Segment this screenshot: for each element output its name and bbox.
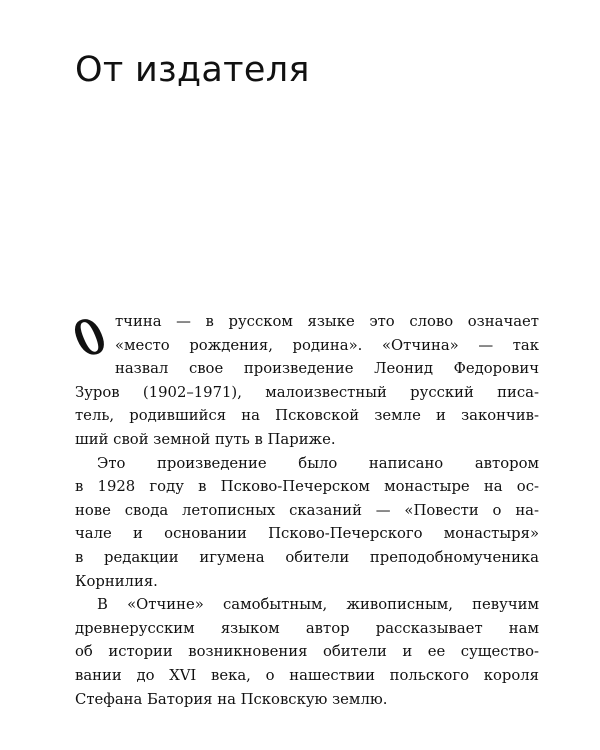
text-line: Корнилия.	[75, 572, 158, 590]
text-line: об истории возникновения обители и ее существо-	[75, 643, 539, 661]
text-line: «место рождения, родина». «Отчина» — так	[115, 336, 539, 354]
paragraph-2	[75, 452, 539, 594]
text-line: древнерусским языком автор рассказывает нам	[75, 619, 539, 637]
page-title: От издателя	[75, 50, 310, 90]
text-line: в редакции игумена обители преподобномученика	[75, 548, 539, 566]
paragraph-3	[75, 593, 539, 711]
text-line: вании до XVI века, о нашествии польского короля	[75, 666, 539, 684]
text-line: нове свода летописных сказаний — «Повести о на-	[75, 501, 539, 519]
text-line: Зуров (1902–1971), малоизвестный русский писа-	[75, 383, 539, 401]
paragraph-1	[65, 301, 539, 452]
dropcap	[65, 301, 140, 369]
body-text	[65, 301, 539, 711]
text-line: чале и основании Псково-Печерского монастыря»	[75, 525, 539, 543]
text-line: назвал свое произведение Леонид Федорович	[115, 360, 539, 378]
dropcap-letter-text: О	[65, 301, 140, 369]
text-line: В «Отчине» самобытным, живописным, певучим	[97, 596, 539, 614]
text-line: Стефана Батория на Псковскую землю.	[75, 690, 388, 708]
text-line: тчина — в русском языке это слово означает	[115, 313, 539, 330]
text-line: тель, родившийся на Псковской земле и закончив-	[75, 407, 539, 425]
text-line: Это произведение было написано автором	[97, 454, 539, 472]
text-line: ший свой земной путь в Париже.	[75, 430, 336, 448]
text-line: в 1928 году в Псково-Печерском монастыре на ос-	[75, 478, 539, 496]
